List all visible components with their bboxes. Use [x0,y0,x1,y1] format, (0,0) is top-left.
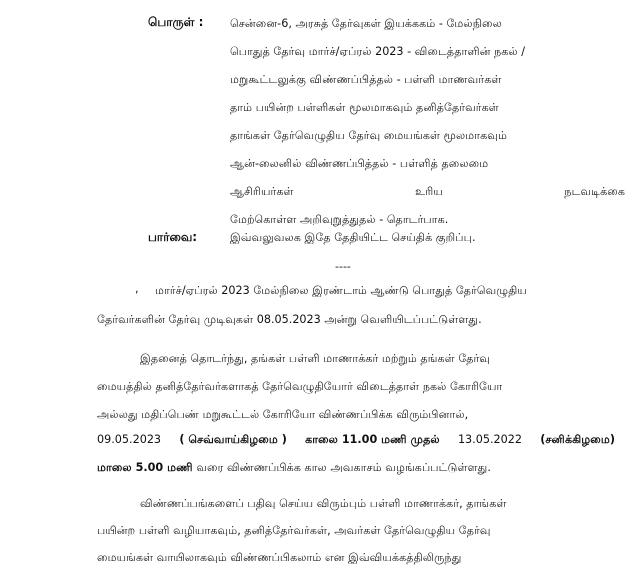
subject-line-8: மேற்கொள்ள அறிவுறுத்துதல் - தொடர்பாக. [230,213,449,226]
subject-line-3: மறுகூட்டலுக்கு விண்ணப்பித்தல் - பள்ளி மாணவர்கள் [230,73,502,86]
subject-line-2: பொதுத் தேர்வு மார்ச்/ஏப்ரல் 2023 - விடைத்தாளின் நகல் / [230,45,526,58]
subject-line-5: தாங்கள் தேர்வெழுதிய தேர்வு மையங்கள் மூலமாகவும் [230,129,508,142]
para1-line-2: தேர்வர்களின் தேர்வு முடிவுகள் 08.05.2023 அன்று வெளியிடப்பட்டுள்ளது. [97,313,482,326]
para1-line-1: மார்ச்/ஏப்ரல் 2023 மேல்நிலை இரண்டாம் ஆண்டு பொதுத் தேர்வெழுதிய [155,284,528,297]
subject-line-1: சென்னை-6, அரசுத் தேர்வுகள் இயக்ககம் - மேல்நிலை [230,17,502,30]
para2-line-1: இதனைத் தொடர்ந்து, தங்கள் பள்ளி மாணாக்கர் மற்றும் தங்கள் தேர்வு [140,352,491,365]
day-end: (சனிக்கிழமை) [540,433,615,446]
subject-line-4: தாம் பயின்ற பள்ளிகள் மூலமாகவும் தனித்தேர்வர்கள் [230,101,499,114]
para3-line-2: பயின்ற பள்ளி வழியாகவும், தனித்தேர்வர்கள், அவர்கள் தேர்வெழுதிய தேர்வு [97,524,491,537]
para3-line-3: மையங்கள் வாயிலாகவும் விண்ணப்பிகலாம் என இவ்வியக்கத்திலிருந்து [97,551,462,564]
para2-line-5 [97,461,491,475]
para2-line-3: அல்லது மதிப்பெண் மறுகூட்டல் கோரியோ விண்ணப்பிக்க விரும்பினால், [97,408,469,421]
day-start: ( செவ்வாய்கிழமை ) [179,433,287,446]
subject-line-7-part-1: ஆசிரியர்கள் [230,185,294,198]
subject-line-7-part-2: உரிய [415,185,443,198]
reference-text: இவ்வலுவலக இதே தேதியிட்ட செய்திக் குறிப்பு. [230,231,476,244]
reference-label: பார்வை: [148,230,198,244]
time-start: காலை 11.00 மணி முதல் [305,433,440,446]
subject-label: பொருள் : [148,15,204,29]
time-end: மாலை 5.00 மணி [97,461,193,474]
para1-prefix: , [135,282,139,295]
para2-line-5-rest: வரை விண்ணப்பிக்க கால அவகாசம் வழங்கப்பட்டுள்ளது. [196,461,491,474]
separator: ---- [335,260,351,273]
para2-line-4 [97,433,615,447]
date-end: 13.05.2022 [457,433,522,446]
subject-line-7-part-3: நடவடிக்கை [564,185,625,198]
para2-line-2: மையத்தில் தனித்தேர்வர்களாகத் தேர்வெழுதியோர் விடைத்தாள் நகல் கோரியோ [97,380,503,393]
date-start: 09.05.2023 [97,433,162,446]
para3-line-1: விண்ணப்பங்களைப் பதிவு செய்ய விரும்பும் பள்ளி மாணாக்கர், தாங்கள் [140,497,507,510]
subject-line-7 [230,185,625,199]
subject-line-6: ஆன்-லைனில் விண்ணப்பித்தல் - பள்ளித் தலைமை [230,157,489,170]
